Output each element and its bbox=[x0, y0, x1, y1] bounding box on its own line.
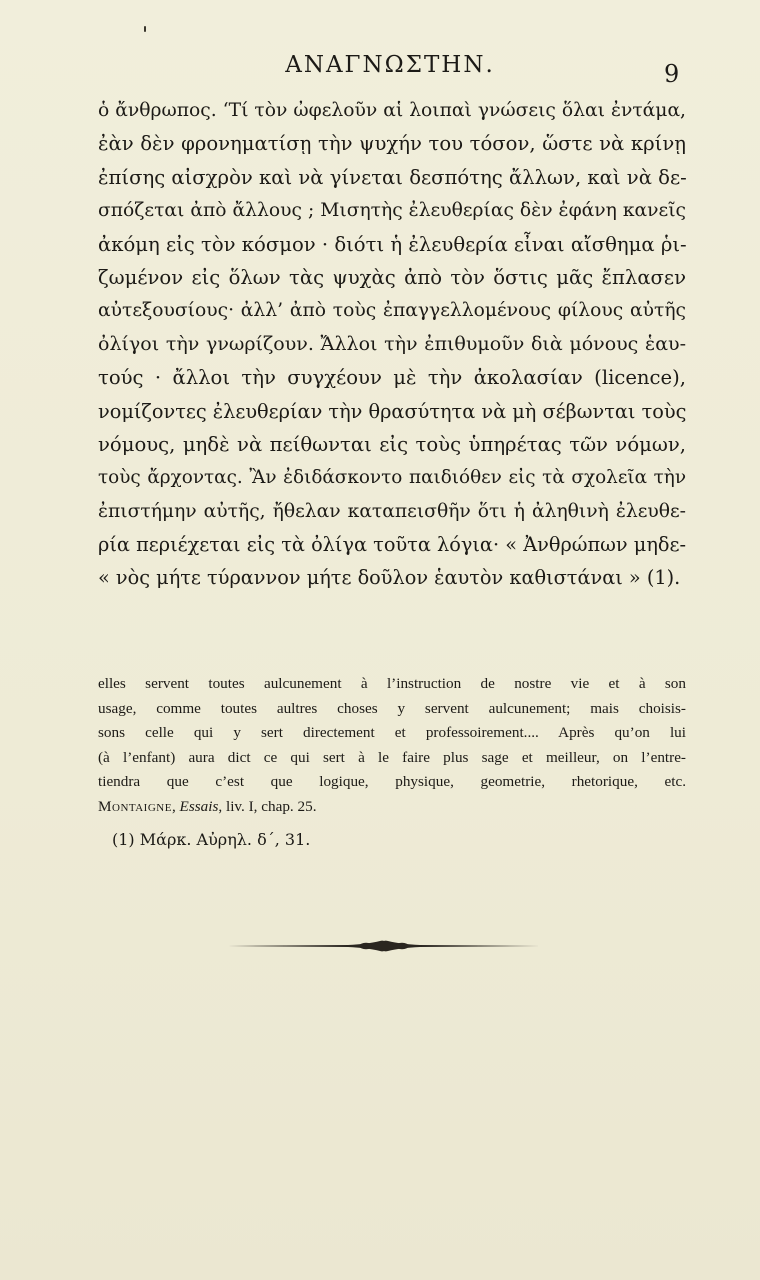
body-line: ἐὰν δὲν φρονηματίσῃ τὴν ψυχήν του τόσον, ὥστε νὰ κρίνῃ bbox=[98, 132, 686, 156]
citation-work: Essais bbox=[179, 797, 219, 815]
body-line: σπόζεται ἀπὸ ἄλλους ; Μισητὴς ἐλευθερίας δὲν ἐφάνη κανεῖς bbox=[98, 200, 686, 222]
french-note-text bbox=[98, 672, 686, 820]
body-line: ὁ ἄνθρωπος. ‘Τί τὸν ὠφελοῦν αἱ λοιπαὶ γνώσεις ὅλαι ἐντάμα, bbox=[98, 100, 686, 121]
note-line: (à l’enfant) aura dict ce qui sert à le faire plus sage et meilleur, on l’entre- bbox=[98, 748, 686, 766]
body-line: νόμους, μηδὲ νὰ πείθωνται εἰς τοὺς ὑπηρέτας τῶν νόμων, bbox=[98, 432, 686, 456]
page-number: 9 bbox=[664, 60, 680, 88]
running-title: ΑΝΑΓΝΩΣΤΗΝ. bbox=[285, 52, 495, 78]
note-line: elles servent toutes aulcunement à l’instruction de nostre vie et à son bbox=[98, 675, 686, 692]
note-line: tiendra que c’est que logique, physique, geometrie, rhetorique, etc. bbox=[98, 773, 686, 791]
footnote: (1) Μάρκ. Αὐρηλ. δ΄, 31. bbox=[112, 830, 311, 849]
body-line: αὐτεξουσίους· ἀλλ’ ἀπὸ τοὺς ἐπαγγελλομένους φίλους αὐτῆς bbox=[98, 300, 686, 322]
note-line: sons celle qui y sert directement et professoirement.... Après qu’on lui bbox=[98, 724, 686, 742]
body-line: ρία περιέχεται εἰς τὰ ὀλίγα τοῦτα λόγια· « Ἀνθρώπων μηδε- bbox=[98, 533, 686, 557]
ornament-divider-icon bbox=[228, 936, 540, 956]
body-line: τοὺς ἄρχοντας. Ἂν ἐδιδάσκοντο παιδιόθεν εἰς τὰ σχολεῖα τὴν bbox=[98, 467, 686, 489]
body-line: ὀλίγοι τὴν γνωρίζουν. Ἄλλοι τὴν ἐπιθυμοῦν διὰ μόνους ἑαυ- bbox=[98, 332, 686, 355]
body-line: ἐπιστήμην αὐτῆς, ἤθελαν καταπεισθῆν ὅτι ἡ ἀληθινὴ ἐλευθε- bbox=[98, 500, 686, 522]
body-line: « νὸς μήτε τύραννον μήτε δοῦλον ἑαυτὸν καθιστάναι » (1). bbox=[98, 566, 681, 590]
body-line: ζωμένον εἰς ὅλων τὰς ψυχὰς ἀπὸ τὸν ὅστις μᾶς ἔπλασεν bbox=[98, 265, 686, 289]
citation-line bbox=[98, 795, 686, 820]
ink-speck bbox=[144, 26, 146, 32]
greek-body-text bbox=[98, 94, 686, 595]
body-line: ἐπίσης αἰσχρὸν καὶ νὰ γίνεται δεσπότης ἄλλων, καὶ νὰ δε- bbox=[98, 165, 687, 189]
citation-author: Montaigne bbox=[98, 797, 172, 815]
body-line: νομίζοντες ἐλευθερίαν τὴν θρασύτητα νὰ μὴ σέβωνται τοὺς bbox=[98, 399, 687, 423]
body-line: τούς · ἄλλοι τὴν συγχέουν μὲ τὴν ἀκολασίαν (licence), bbox=[98, 366, 686, 390]
body-line: ἀκόμη εἰς τὸν κόσμον · διότι ἡ ἐλευθερία εἶναι αἴσθημα ῥι- bbox=[98, 232, 687, 256]
citation-separator: , bbox=[171, 797, 180, 815]
note-line: usage, comme toutes aultres choses y servent aulcunement; mais choisis- bbox=[98, 699, 686, 717]
citation-location: , liv. I, chap. 25. bbox=[218, 797, 317, 815]
